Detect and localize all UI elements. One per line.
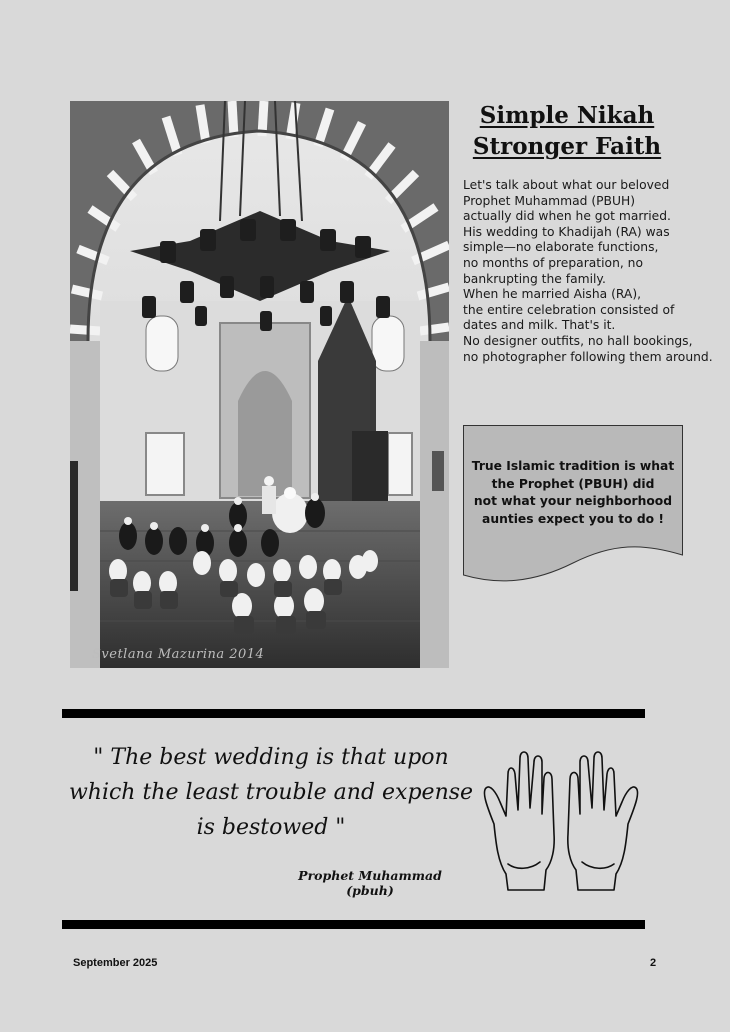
photo-credit: Svetlana Mazurina 2014 xyxy=(92,647,265,662)
callout-line: True Islamic tradition is what xyxy=(471,459,675,473)
page-number: 2 xyxy=(650,957,657,969)
body-line: simple—no elaborate functions, xyxy=(463,240,659,255)
article-body xyxy=(463,178,725,365)
divider-bar-top xyxy=(62,709,645,718)
hadith-quote xyxy=(66,740,476,845)
quote-line: is bestowed " xyxy=(196,815,346,840)
author-line: (pbuh) xyxy=(346,883,394,898)
body-line: Let's talk about what our beloved xyxy=(463,178,670,192)
callout-line: not what your neighborhood xyxy=(473,494,673,508)
body-line: When he married Aisha (RA), xyxy=(463,287,642,302)
body-line: no months of preparation, no xyxy=(463,255,643,270)
page-title xyxy=(462,100,672,162)
body-line: No designer outfits, no hall bookings, xyxy=(463,333,693,348)
callout-line: the Prophet (PBUH) did xyxy=(491,476,655,491)
callout-box xyxy=(463,425,683,585)
body-line: Prophet Muhammad (PBUH) xyxy=(463,193,636,208)
divider-bar-bottom xyxy=(62,920,645,929)
body-line: no photographer following them around. xyxy=(463,349,713,364)
body-line: dates and milk. That's it. xyxy=(463,318,616,333)
mosque-wedding-photo xyxy=(70,101,449,668)
title-line: Stronger Faith xyxy=(472,133,662,160)
body-line: actually did when he got married. xyxy=(463,209,671,224)
quote-line: " The best wedding is that upon xyxy=(93,745,449,770)
praying-hands-icon xyxy=(476,744,646,898)
quote-line: which the least trouble and expense xyxy=(68,780,474,805)
title-line: Simple Nikah xyxy=(479,102,655,129)
quote-author xyxy=(290,868,450,898)
body-line: His wedding to Khadijah (RA) was xyxy=(463,224,670,239)
author-line: Prophet Muhammad xyxy=(298,868,442,883)
body-line: the entire celebration consisted of xyxy=(463,302,675,317)
callout-line: aunties expect you to do ! xyxy=(482,511,664,526)
callout-text xyxy=(463,458,683,528)
body-line: bankrupting the family. xyxy=(463,271,606,286)
footer-date: September 2025 xyxy=(73,957,158,969)
